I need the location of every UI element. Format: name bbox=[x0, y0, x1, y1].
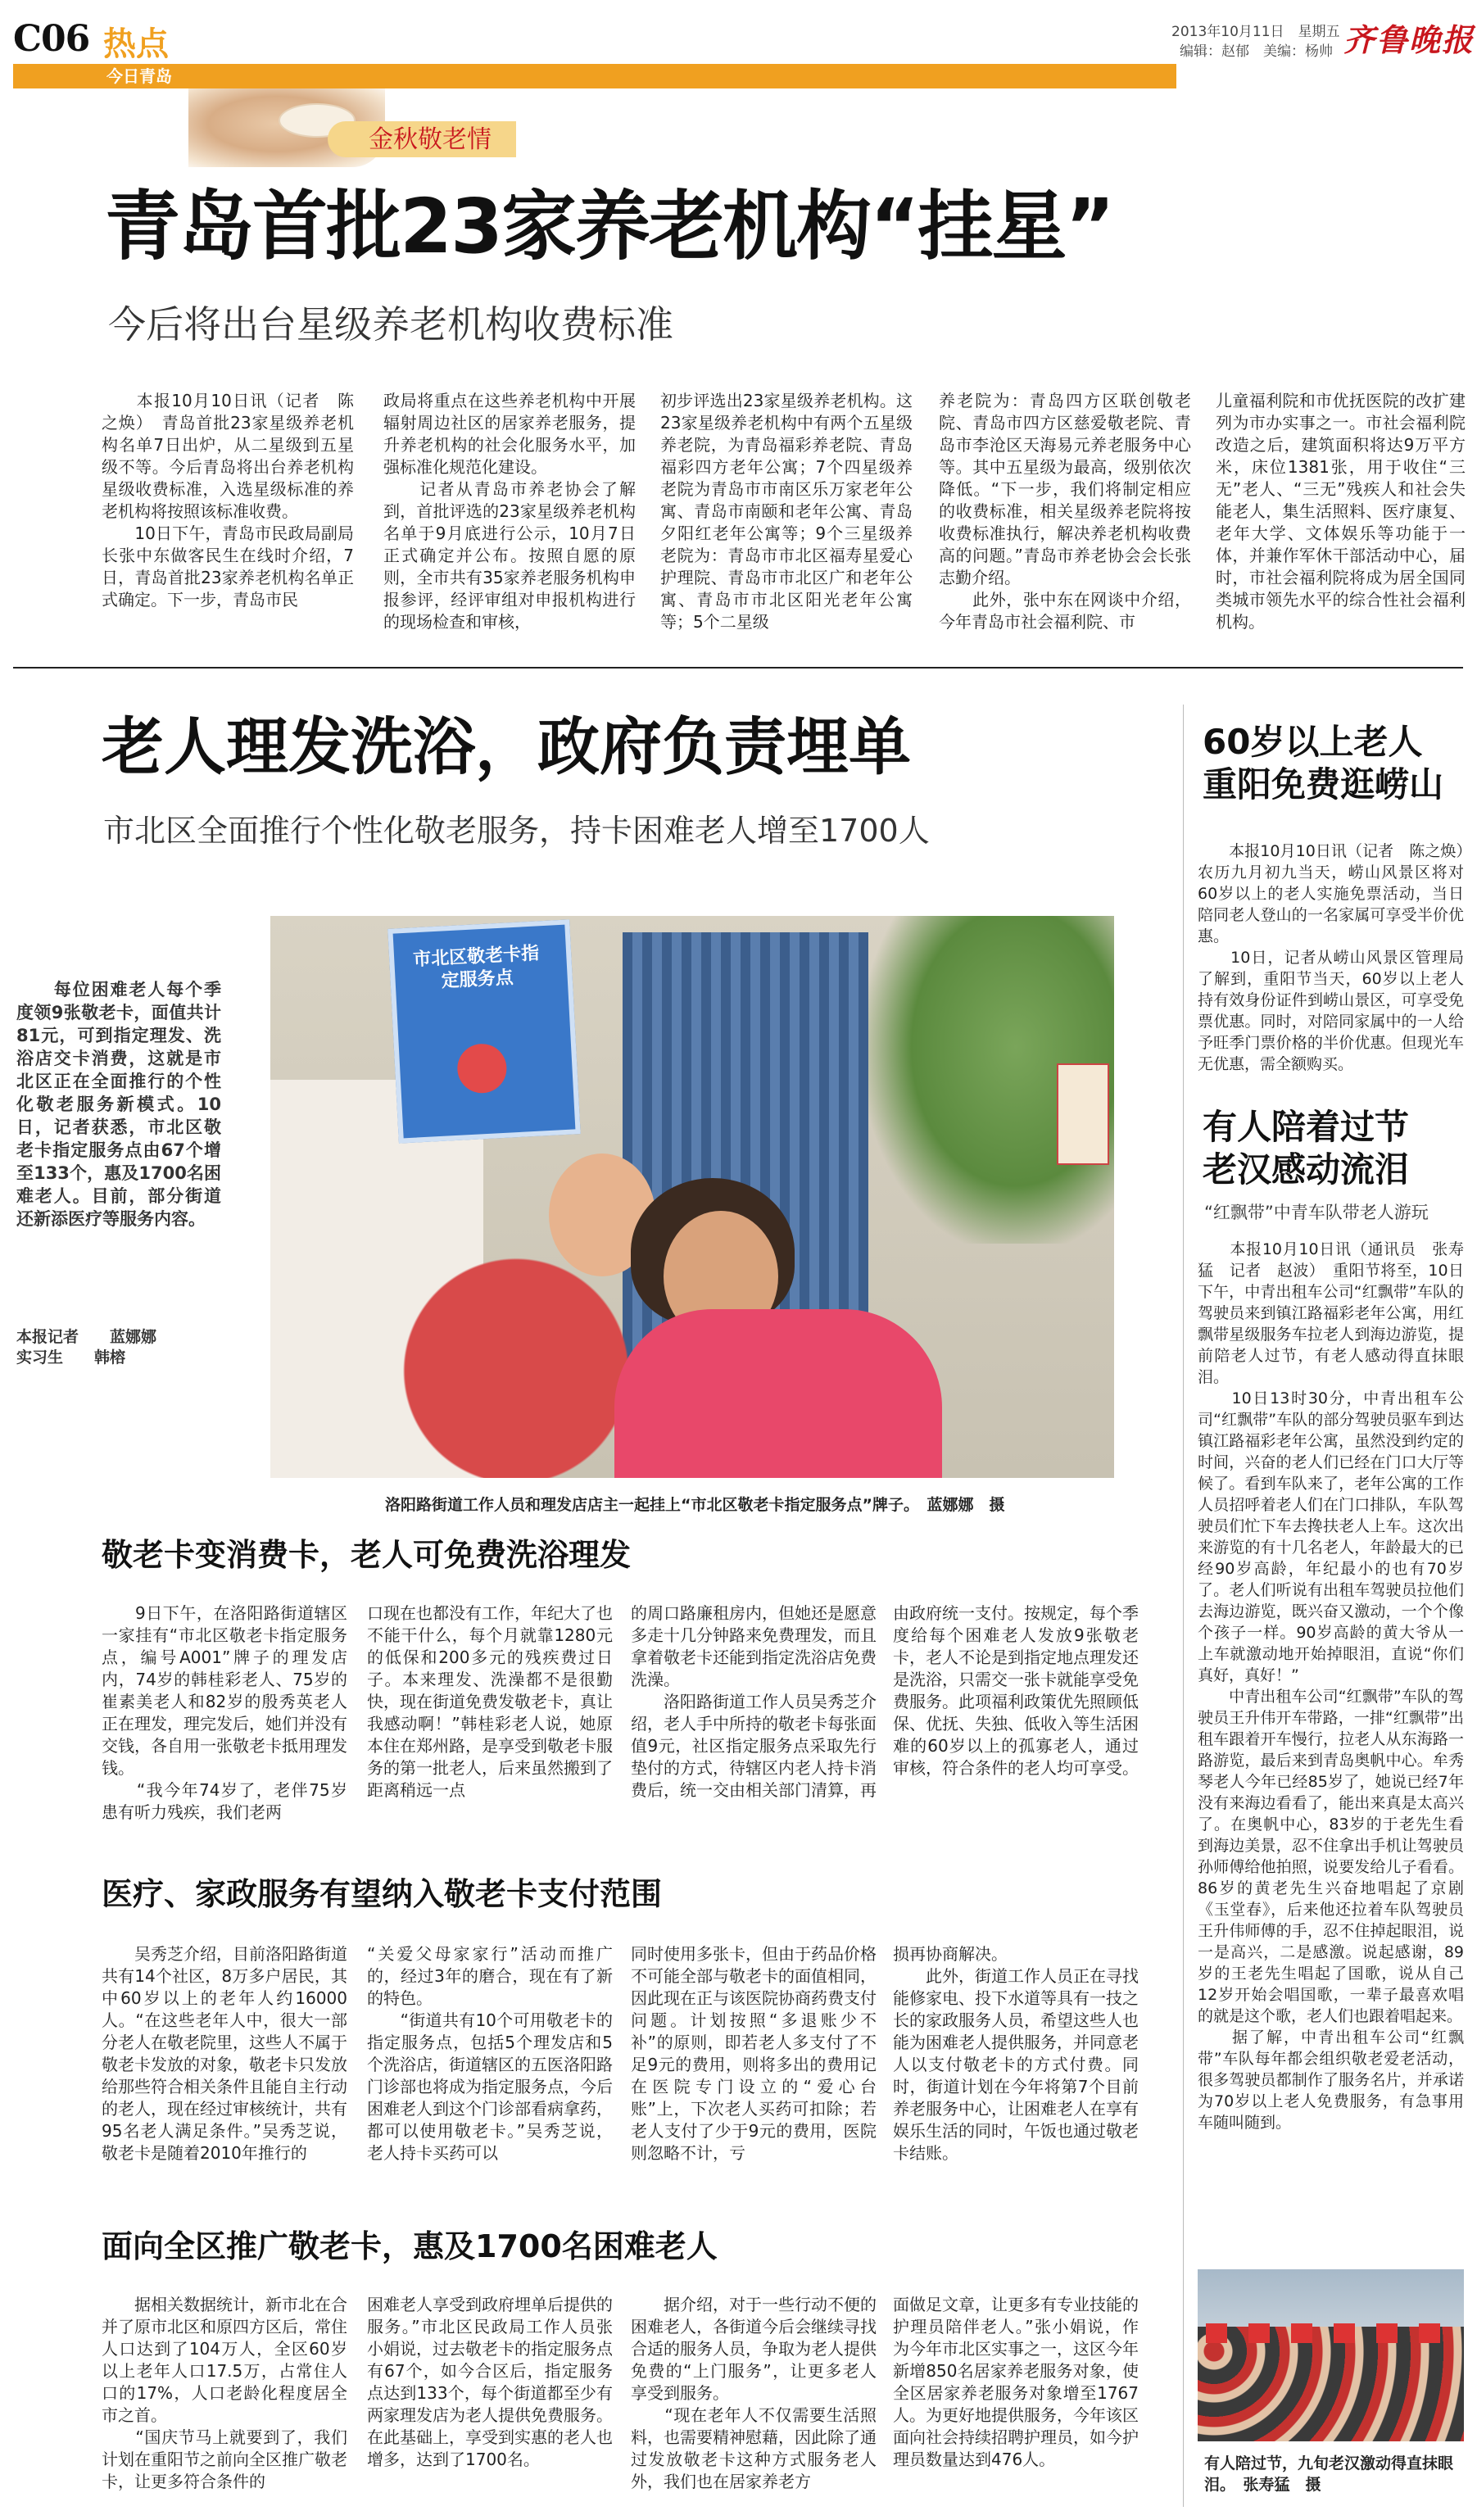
column-banner bbox=[188, 88, 516, 170]
story1-col5: 儿童福利院和市优抚医院的改扩建列为市办实事之一。市社会福利院改造之后，建筑面积将达9万平方米，床位1381张，用于收住“三无”老人、“三无”残疾人和社会失能老人，集生活照料、医疗康复、老年大学、文体娱乐等功能于一体，并兼作军休干部活动中心，届时，市社会福利院将成为居全国同类城市领先水平的综合性社会福利机构。 bbox=[1216, 391, 1466, 632]
section3-col1: 据相关数据统计，新市北在合并了原市北区和原四方区后，常住人口达到了104万人，全区60岁以上老年人口17.5万，占常住人口的17%，人口老龄化程度居全市之首。 “国庆节马上就要到了，我们计划在重阳节之前向全区推广敬老卡，让更多符合条件的 bbox=[102, 2295, 347, 2491]
story1-headline: 青岛首批23家养老机构“挂星” bbox=[105, 183, 1113, 270]
section1-col1: 9日下午，在洛阳路街道辖区一家挂有“市北区敬老卡指定服务点，编号A001”牌子的理发店内，74岁的韩桂彩老人、75岁的崔素美老人和82岁的殷秀英老人正在理发，理完发后，她们并没有交钱，各自用一张敬老卡抵用理发钱。 “我今年74岁了，老伴75岁患有听力残疾，我们老两 bbox=[102, 1603, 347, 1822]
section1-heading: 敬老卡变消费卡，老人可免费洗浴理发 bbox=[102, 1537, 632, 1573]
sidebar-photo bbox=[1198, 2269, 1464, 2441]
story2-byline: 本报记者 蓝娜娜 实习生 韩榕 bbox=[16, 1328, 157, 1367]
section2-col4: 损再协商解决。 此外，街道工作人员正在寻找能修家电、投下水道等具有一技之长的家政服务人员，希望这些人也能为困难老人提供服务，并同意老人以支付敬老卡的方式付费。同时，街道计划在今年将第7个目前养老服务中心，让困难老人在享有娱乐生活的同时，午饭也通过敬老卡结账。 bbox=[893, 1944, 1139, 2163]
photo-sign bbox=[387, 919, 580, 1143]
section2-col1: 吴秀芝介绍，目前洛阳路街道共有14个社区，8万多户居民，其中60岁以上的老年人约16000人。“在这些老年人中，很大一部分老人在敬老院里，这些人不属于敬老卡发放的对象，敬老卡只发放给那些符合相关条件且能自主行动的老人，现在经过审核统计，共有95名老人满足条件。”吴秀芝说，敬老卡是随着2010年推行的 bbox=[102, 1944, 347, 2163]
photo-sign-emblem bbox=[456, 1043, 508, 1095]
story1-col3: 初步评选出23家星级养老机构。这23家星级养老机构中有两个五星级养老院，为青岛福彩养老院、青岛福彩四方老年公寓；7个四星级养老院为青岛市市南区乐万家老年公寓、青岛市南颐和老年公寓、青岛夕阳红老年公寓等；9个三星级养老院为：青岛市市北区福寿星爱心护理院、青岛市市北区广和老年公寓、青岛市市北区阳光老年公寓等；5个二星级 bbox=[660, 391, 913, 632]
sidebar-story-b-subhead: “红飘带”中青车队带老人游玩 bbox=[1204, 1203, 1429, 1222]
section-label: 热点 bbox=[103, 25, 169, 63]
photo-sign-text: 市北区敬老卡指定服务点 bbox=[412, 943, 540, 992]
subsection-label: 今日青岛 bbox=[106, 66, 172, 86]
section2-col2: “关爱父母家家行”活动而推广的，经过3年的磨合，现在有了新的特色。 “街道共有10个可用敬老卡的指定服务点，包括5个理发店和5个洗浴店，街道辖区的五医洛阳路门诊部也将成为指定服务点，今后困难老人到这个门诊部看病拿药，都可以使用敬老卡。”吴秀芝说，老人持卡买药可以 bbox=[367, 1944, 613, 2163]
section2-heading: 医疗、家政服务有望纳入敬老卡支付范围 bbox=[102, 1876, 663, 1912]
main-photo-caption: 洛阳路街道工作人员和理发店店主一起挂上“市北区敬老卡指定服务点”牌子。 蓝娜娜 摄 bbox=[385, 1496, 1005, 1514]
photo-pink-shirt bbox=[614, 1309, 942, 1478]
sidebar-story-b-body: 本报10月10日讯（通讯员 张寿猛 记者 赵波） 重阳节将至，10日下午，中青出租车公司“红飘带”车队的驾驶员来到镇江路福彩老年公寓，用红飘带星级服务车拉老人到海边游览，提前陪老人过节，有老人感动得直抹眼泪。 10日13时30分，中青出租车公司“红飘带”车队的部分驾驶员驱车到达镇江路福彩老年公寓，虽然没到约定的时间，兴奋的老人们已经在门口大厅等候了。看到车队来了，老年公寓的工作人员招呼着老人们在门口排队，车队驾驶员们忙下车去搀扶老人上车。这次出来游览的有十几名老人，年龄最大的已经90岁高龄，年纪最小的也有70岁了。老人们听说有出租车驾驶员拉他们去海边游览，既兴奋又激动，一个个像个孩子一样。90岁高龄的黄大爷从一上车就激动地开始掉眼泪，直说“你们真好，真好！” 中青出租车公司“红飘带”车队的驾驶员王升伟开车带路，一排“红飘带”出租车跟着开车慢行，拉老人从东海路一路游览，最后来到青岛奥帆中心。牟秀琴老人今年已经85岁了，她说已经7年没有来海边看看了，能出来真是太高兴了。在奥帆中心，83岁的于老先生看到海边美景，忍不住拿出手机让驾驶员孙师傅给他拍照，说要发给儿子看看。86岁的黄老先生兴奋地唱起了京剧《玉堂春》，后来他还拉着车队驾驶员王升伟师傅的手，忍不住掉起眼泪，说一是高兴，二是感激。说起感谢，89岁的王老先生唱起了国歌，说从自己12岁开始会唱国歌，一辈子最喜欢唱的就是这个歌，老人们也跟着唱起来。 据了解，中青出租车公司“红飘带”车队每年都会组织敬老爱老活动，很多驾驶员都制作了服务名片，并承诺为70岁以上老人免费服务，有急事用车随叫随到。 bbox=[1198, 1240, 1464, 2132]
sidebar-divider bbox=[1183, 705, 1184, 2507]
story2-headline: 老人理发洗浴，政府负责埋单 bbox=[102, 710, 911, 783]
sidebar-story-b-headline: 有人陪着过节 老汉感动流泪 bbox=[1203, 1107, 1410, 1190]
date-line: 2013年10月11日 星期五 bbox=[1171, 24, 1340, 40]
main-photo bbox=[270, 916, 1114, 1478]
story1-col2: 政局将重点在这些养老机构中开展辐射周边社区的居家养老服务，提升养老机构的社会化服务水平，加强标准化规范化建设。 记者从青岛市养老协会了解到，首批评选的23家星级养老机构名单于9月底进行公示，10月7日正式确定并公布。按照自愿的原则，全市共有35家养老服务机构申报参评，经评审组对申报机构进行的现场检查和审核， bbox=[383, 391, 636, 632]
section3-col2: 困难老人享受到政府埋单后提供的服务。”市北区民政局工作人员张小娟说，过去敬老卡的指定服务点有67个，如今合区后，指定服务点达到133个，每个街道都至少有两家理发店为老人提供免费服务。在此基础上，享受到实惠的老人也增多，达到了1700名。 bbox=[367, 2295, 613, 2469]
story1-col1: 本报10月10日讯（记者 陈之焕） 青岛首批23家星级养老机构名单7日出炉，从二星级到五星级不等。今后青岛将出台养老机构星级收费标准，入选星级标准的养老机构将按照该标准收费。 10日下午，青岛市民政局副局长张中东做客民生在线时介绍，7日，青岛首批23家养老机构名单正式确定。下一步，青岛市民 bbox=[102, 391, 354, 610]
section3-heading: 面向全区推广敬老卡，惠及1700名困难老人 bbox=[102, 2228, 718, 2264]
story2-lead: 每位困难老人每个季度领9张敬老卡，面值共计81元，可到指定理发、洗浴店交卡消费，这就是市北区正在全面推行的个性化敬老服务新模式。10日，记者获悉，市北区敬老卡指定服务点由67个增至133个，惠及1700名困难老人。目前，部分街道还新添医疗等服务内容。 bbox=[16, 980, 221, 1229]
story2-subhead: 市北区全面推行个性化敬老服务，持卡困难老人增至1700人 bbox=[103, 813, 930, 849]
section3-col3: 据介绍，对于一些行动不便的困难老人，各街道今后会继续寻找合适的服务人员，争取为老人提供免费的“上门服务”，让更多老人享受到服务。 “现在老年人不仅需要生活照料，也需要精神慰藉，因此除了通过发放敬老卡这种方式服务老人外，我们也在居家养老方 bbox=[631, 2295, 877, 2491]
story1-subhead: 今后将出台星级养老机构收费标准 bbox=[108, 302, 673, 347]
masthead: 齐鲁晚报 bbox=[1343, 21, 1475, 58]
sidebar-photo-red-hats bbox=[1206, 2323, 1456, 2343]
section3-col4: 面做足文章，让更多有专业技能的护理员陪伴老人。”张小娟说，作为今年市北区实事之一，这区今年新增850名居家养老服务对象，使全区居家养老服务对象增至1767人。为更好地提供服务，今年该区面向社会持续招聘护理员，如今护理员数量达到476人。 bbox=[893, 2295, 1139, 2469]
editor-line: 编辑：赵郁 美编：杨帅 bbox=[1180, 43, 1333, 60]
sidebar-story-a-headline: 60岁以上老人 重阳免费逛崂山 bbox=[1203, 722, 1444, 804]
story1-col4: 养老院为：青岛四方区联创敬老院、青岛市四方区慈爱敬老院、青岛市李沧区天海易元养老服务中心等。其中五星级为最高，级别依次降低。“下一步，我们将制定相应的收费标准，相关星级养老院将按收费标准执行，解决养老机构收费高的问题。”青岛市养老协会会长张志勤介绍。 此外，张中东在网谈中介绍，今年青岛市社会福利院、市 bbox=[939, 391, 1191, 632]
section1-col3: 的周口路廉租房内，但她还是愿意多走十几分钟路来免费理发，而且拿着敬老卡还能到指定洗浴店免费洗澡。 洛阳路街道工作人员吴秀芝介绍，老人手中所持的敬老卡每张面值9元，社区指定服务点采取先行垫付的方式，待辖区内老人持卡消费后，统一交由相关部门清算，再 bbox=[631, 1603, 877, 1800]
story1-bottom-rule bbox=[13, 667, 1463, 669]
sidebar-photo-caption: 有人陪过节，九旬老汉激动得直抹眼泪。 张寿猛 摄 bbox=[1204, 2454, 1454, 2494]
header-orange-bar bbox=[13, 64, 1176, 88]
sidebar-photo-crowd bbox=[1198, 2327, 1464, 2441]
section2-col3: 同时使用多张卡，但由于药品价格不可能全部与敬老卡的面值相同，因此现在正与该医院协商药费支付问题。计划按照“多退账少不补”的原则，即若老人多支付了不足9元的费用，则将多出的费用记在医院专门设立的“爱心台账”上，下次老人买药可扣除；若老人支付了少于9元的费用，医院则忽略不计，亏 bbox=[631, 1944, 877, 2163]
section1-col2: 口现在也都没有工作，年纪大了也不能干什么，每个月就靠1280元的低保和200多元的残疾费过日子。本来理发、洗澡都不是很勤快，现在街道免费发敬老卡，真让我感动啊！”韩桂彩老人说，她原本住在郑州路，是享受到敬老卡服务的第一批老人，后来虽然搬到了距离稍远一点 bbox=[367, 1603, 613, 1800]
photo-shop-sign bbox=[1057, 1063, 1109, 1165]
column-title: 金秋敬老情 bbox=[369, 125, 492, 154]
section1-col4: 由政府统一支付。按规定，每个季度给每个困难老人发放9张敬老卡，老人不论是到指定地点理发还是洗浴，只需交一张卡就能享受免费服务。此项福利政策优先照顾低保、优抚、失独、低收入等生活困难的60岁以上的孤寡老人，通过审核，符合条件的老人均可享受。 bbox=[893, 1603, 1139, 1778]
sidebar-story-a-body: 本报10月10日讯（记者 陈之焕） 农历九月初九当天，崂山风景区将对60岁以上的老人实施免票活动，当日陪同老人登山的一名家属可享受半价优惠。 10日，记者从崂山风景区管理局了解到，重阳节当天，60岁以上老人持有效身份证件到崂山景区，可享受免票优惠。同时，对陪同家属中的一人给予旺季门票价格的半价优惠。但现光车无优惠，需全额购买。 bbox=[1198, 842, 1464, 1073]
page-number: C06 bbox=[13, 18, 90, 60]
